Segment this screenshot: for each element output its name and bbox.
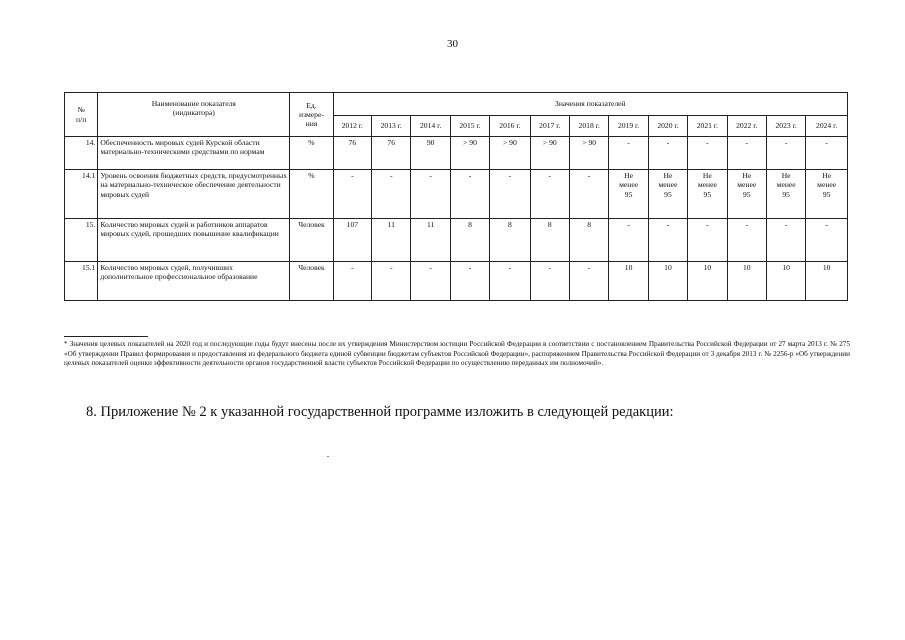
indicator-name: Количество мировых судей и работников аппаратов мировых судей, прошедших повышение квалификации <box>98 219 290 262</box>
header-num: № п/п <box>65 93 98 137</box>
value-cell: 10 <box>806 262 848 301</box>
value-cell: - <box>450 170 489 219</box>
table-row <box>65 137 848 170</box>
value-cell: - <box>609 219 648 262</box>
value-cell: - <box>688 137 727 170</box>
value-cell: 76 <box>333 137 371 170</box>
value-cell: 10 <box>766 262 805 301</box>
page-number: 30 <box>447 38 458 50</box>
value-cell: > 90 <box>450 137 489 170</box>
value-cell: - <box>372 262 411 301</box>
scan-speck <box>327 456 329 457</box>
header-values-group: Значения показателей <box>333 93 847 116</box>
value-cell: Не менее 95 <box>766 170 805 219</box>
value-cell: - <box>372 170 411 219</box>
header-year: 2019 г. <box>609 116 648 137</box>
value-cell: 11 <box>411 219 450 262</box>
header-year: 2023 г. <box>766 116 805 137</box>
value-cell: Не менее 95 <box>648 170 687 219</box>
row-number: 15. <box>65 219 98 262</box>
value-cell: - <box>766 219 805 262</box>
unit-cell: Человек <box>290 219 333 262</box>
header-year: 2015 г. <box>450 116 489 137</box>
header-year: 2022 г. <box>727 116 766 137</box>
header-year: 2014 г. <box>411 116 450 137</box>
value-cell: - <box>569 262 608 301</box>
value-cell: Не менее 95 <box>688 170 727 219</box>
value-cell: 10 <box>727 262 766 301</box>
value-cell: - <box>490 170 530 219</box>
value-cell: - <box>609 137 648 170</box>
value-cell: - <box>806 137 848 170</box>
value-cell: > 90 <box>490 137 530 170</box>
unit-cell: Человек <box>290 262 333 301</box>
value-cell: - <box>333 170 371 219</box>
value-cell: - <box>727 137 766 170</box>
header-year: 2012 г. <box>333 116 371 137</box>
value-cell: 8 <box>530 219 569 262</box>
value-cell: 8 <box>490 219 530 262</box>
value-cell: - <box>530 170 569 219</box>
value-cell: 10 <box>648 262 687 301</box>
footnote: * Значения целевых показателей на 2020 год и последующие годы будут внесены после их утверждения Министерством юстиции Российской Федерации в соответствии с постановлением Правительства Российской Федерации от 27 марта 2013 г. № 275 «Об утверждении Правил формирования и предоставления из федерального бюджета единой субвенции бюджетам субъектов Российской Федерации», распоряжением Правительства Российской Федерации от 3 декабря 2013 г. № 2256-р «Об утверждении целевых показателей оценки эффективности деятельности органов государственной власти субъектов Российской Федерации по осуществлению переданных им полномочий». <box>64 340 850 368</box>
table-row <box>65 219 848 262</box>
value-cell: 11 <box>372 219 411 262</box>
unit-cell: % <box>290 137 333 170</box>
value-cell: - <box>648 219 687 262</box>
table-row <box>65 170 848 219</box>
header-unit: Ед. измере- ния <box>290 93 333 137</box>
value-cell: > 90 <box>530 137 569 170</box>
unit-cell: % <box>290 170 333 219</box>
value-cell: Не менее 95 <box>727 170 766 219</box>
value-cell: 8 <box>569 219 608 262</box>
header-year: 2024 г. <box>806 116 848 137</box>
table-body <box>65 137 848 301</box>
indicators-table <box>64 92 848 301</box>
value-cell: 10 <box>688 262 727 301</box>
header-year: 2021 г. <box>688 116 727 137</box>
value-cell: 90 <box>411 137 450 170</box>
row-number: 14. <box>65 137 98 170</box>
footnote-divider <box>64 336 148 337</box>
value-cell: - <box>688 219 727 262</box>
header-year: 2020 г. <box>648 116 687 137</box>
value-cell: Не менее 95 <box>806 170 848 219</box>
value-cell: 8 <box>450 219 489 262</box>
value-cell: - <box>450 262 489 301</box>
row-number: 15.1 <box>65 262 98 301</box>
value-cell: 10 <box>609 262 648 301</box>
value-cell: - <box>569 170 608 219</box>
value-cell: - <box>727 219 766 262</box>
value-cell: Не менее 95 <box>609 170 648 219</box>
indicator-name: Уровень освоения бюджетных средств, предусмотренных на материально-техническое обеспечение деятельности мировых судей <box>98 170 290 219</box>
header-year: 2018 г. <box>569 116 608 137</box>
indicator-name: Количество мировых судей, получивших дополнительное профессиональное образование <box>98 262 290 301</box>
table-header-row <box>65 93 848 116</box>
table-row <box>65 262 848 301</box>
value-cell: - <box>411 170 450 219</box>
value-cell: - <box>530 262 569 301</box>
header-year: 2013 г. <box>372 116 411 137</box>
header-year: 2016 г. <box>490 116 530 137</box>
value-cell: - <box>806 219 848 262</box>
instruction-paragraph: 8. Приложение № 2 к указанной государственной программе изложить в следующей редакции: <box>86 404 674 420</box>
value-cell: - <box>648 137 687 170</box>
header-name: Наименование показателя (индикатора) <box>98 93 290 137</box>
value-cell: - <box>490 262 530 301</box>
value-cell: 107 <box>333 219 371 262</box>
row-number: 14.1 <box>65 170 98 219</box>
indicator-name: Обеспеченность мировых судей Курской области материально-техническими средствами по нормам <box>98 137 290 170</box>
value-cell: 76 <box>372 137 411 170</box>
value-cell: > 90 <box>569 137 608 170</box>
value-cell: - <box>411 262 450 301</box>
value-cell: - <box>333 262 371 301</box>
header-year: 2017 г. <box>530 116 569 137</box>
value-cell: - <box>766 137 805 170</box>
